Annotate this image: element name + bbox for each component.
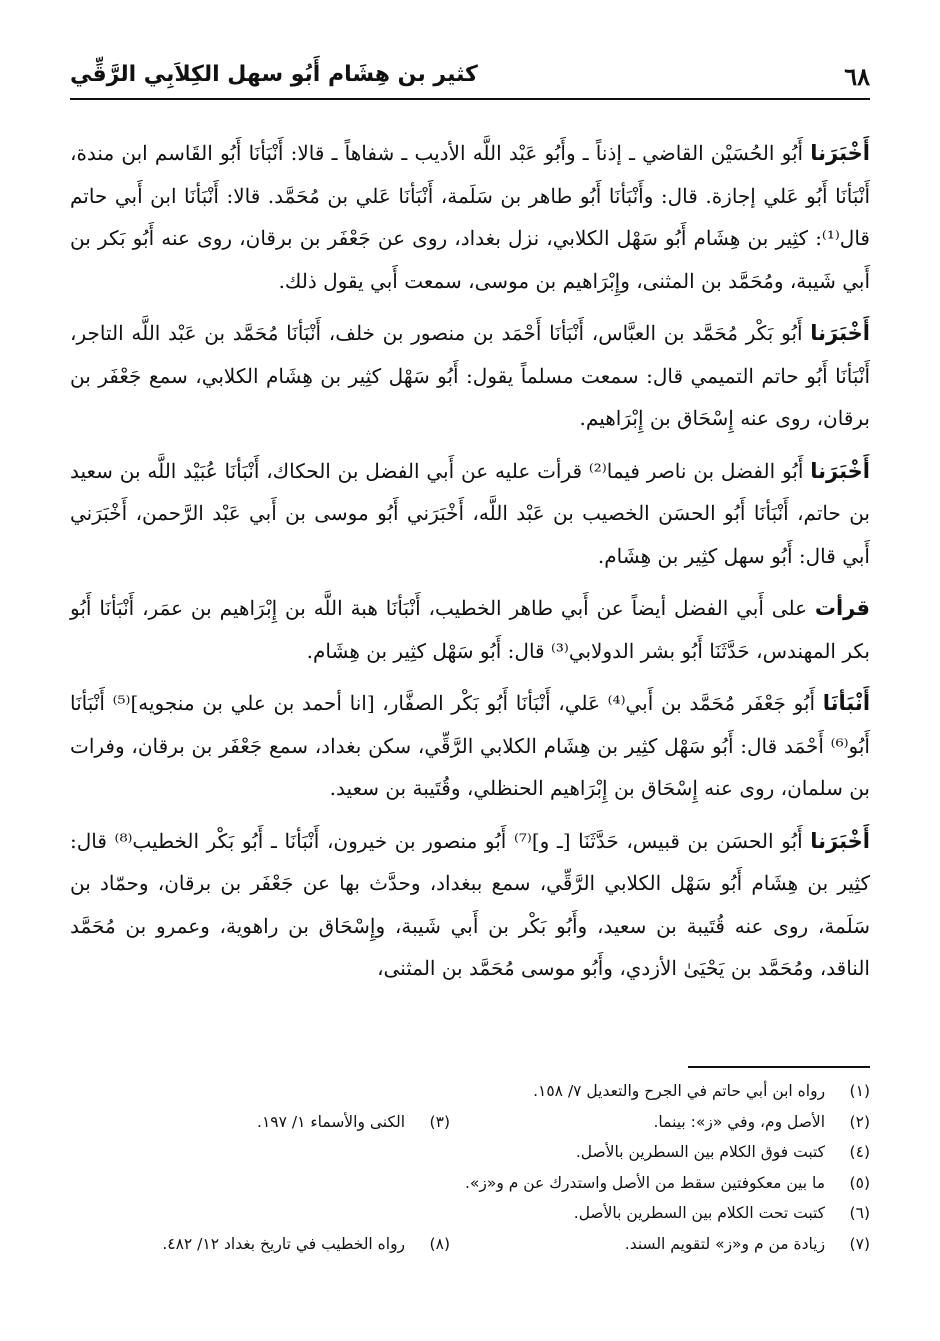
- paragraph-lead: أَخْبَرَنا: [810, 828, 870, 853]
- paragraph: [70, 450, 870, 578]
- footnote-number: (٦): [849, 1204, 870, 1222]
- footnote-row: [70, 1198, 870, 1229]
- paragraph-lead: أَخْبَرَنا: [810, 141, 870, 165]
- footnote-number: (٤): [849, 1143, 870, 1161]
- footnote-text: ما بين معكوفتين سقط من الأصل واستدرك عن م و«ز».: [464, 1173, 826, 1192]
- page-header: [70, 62, 870, 92]
- footnote: [162, 1229, 450, 1260]
- footnote-row: [70, 1168, 870, 1199]
- footnote-number: (٥): [849, 1173, 870, 1192]
- paragraph: [70, 132, 870, 302]
- footnote: [576, 1137, 870, 1168]
- paragraph: [70, 682, 870, 810]
- paragraph-text: على أَبي الفضل أيضاً عن أَبي طاهر الخطيب، أَنْبَأنَا هبة اللَّه بن إِبْرَاهيم بن عمَر، أَنْبَأنَا أَبُو بكر المهندس، حَدَّثَنَا أَبُو بشر الدولابي⁽³⁾ قال: أَبُو سَهْل كثِير بن هِشَام.: [70, 596, 870, 663]
- paragraph: [70, 312, 870, 440]
- footnote-row: [70, 1076, 870, 1107]
- footnote-text: زيادة من م و«ز» لتقويم السند.: [624, 1234, 826, 1253]
- paragraph-lead: قرأت: [814, 596, 870, 620]
- footnote: [257, 1107, 450, 1138]
- paragraph-text: أَبُو الحسَن بن قبيس، حَدَّثَنَا [ـ و]⁽⁷⁾ أَبُو منصور بن خيرون، أَنْبَأنَا ـ أَبُو بَكْر الخطيب⁽⁸⁾ قال: كثِير بن هِشَام أَبُو سَهْل الكلابي الرَّقِّي، سمع ببغداد، وحدَّث بها عن جَعْفَر بن برقان، وحمّاد بن سَلَمة، روى عنه قُتَيبة بن سعيد، وأَبُو بَكْر بن أَبي شَيبة، وإِسْحَاق بن راهوية، وعمرو بن مُحَمَّد الناقد، ومُحَمَّد بن يَحْيَىٰ الأزدي، وأَبُو موسى مُحَمَّد بن المثنى،: [70, 828, 870, 980]
- running-title: كثير بن هِشَام أَبُو سهل الكِلاَبِي الرَّقِّي: [70, 62, 478, 87]
- paragraph-text: أَبُو بَكْر مُحَمَّد بن العبَّاس، أَنْبَأنَا أَحْمَد بن منصور بن خلف، أَنْبَأنَا مُحَمَّد بن عَبْد اللَّه التاجر، أَنْبَأنَا أَبُو حاتم التميمي قال: سمعت مسلماً يقول: أَبُو سَهْل كثِير بن هِشَام الكلابي، سمع جَعْفَر بن برقان، روى عنه إِسْحَاق بن إِبْرَاهيم.: [70, 321, 870, 430]
- footnote-row: [70, 1229, 870, 1260]
- paragraph-text: أَبُو الحُسَيْن القاضي ـ إذناً ـ وأَبُو عَبْد اللَّه الأديب ـ شفاهاً ـ قالا: أَنْبَأنَا أَبُو القَاسم ابن مندة، أَنْبَأنَا أَبُو عَلي إجازة. قال: وأَنْبَأنَا أَبُو طاهر بن سَلَمة، أَنْبَأنَا عَلي بن مُحَمَّد. قالا: أَنْبَأنَا ابن أَبي حاتم قال⁽¹⁾: كثِير بن هِشَام أَبُو سَهْل الكلابي، نزل بغداد، روى عن جَعْفَر بن برقان، روى عنه أَبُو بَكر بن أَبي شَيبة، ومُحَمَّد بن المثنى، وإِبْرَاهيم بن موسى، سمعت أَبي يقول ذلك.: [70, 141, 870, 293]
- footnote-rule: [688, 1066, 870, 1068]
- footnote: [653, 1107, 870, 1138]
- page-number: ٦٨: [844, 62, 870, 91]
- footnote-text: كتبت تحت الكلام بين السطرين بالأصل.: [573, 1204, 826, 1222]
- footnote-text: كتبت فوق الكلام بين السطرين بالأصل.: [575, 1143, 826, 1161]
- footnote-number: (٢): [849, 1112, 870, 1131]
- paragraph-lead: أَنْبَأنَا: [822, 691, 871, 715]
- footnote-number: (٣): [429, 1112, 450, 1131]
- footnote: [533, 1076, 870, 1107]
- paragraph-text: أَبُو جَعْفَر مُحَمَّد بن أَبي⁽⁴⁾ عَلي، أَنْبَأنَا أَبُو بَكْر الصفَّار، [انا أحمد بن علي بن منجويه]⁽⁵⁾ أَنْبَأنَا أَبُو⁽⁶⁾ أَحْمَد قال: أَبُو سَهْل كثِير بن هِشَام الكلابي الرَّقِّي، سكن بغداد، سمع جَعْفَر بن برقان، وفرات بن سلمان، روى عنه إِسْحَاق بن إِبْرَاهيم الحنظلي، وقُتَيبة بن سعيد.: [70, 691, 870, 800]
- footnote-number: (٨): [429, 1234, 450, 1253]
- paragraph-lead: أَخْبَرَنا: [810, 321, 870, 345]
- footnote: [574, 1198, 870, 1229]
- footnote-row: [70, 1107, 870, 1138]
- footnote: [625, 1229, 870, 1260]
- footnote-row: [70, 1137, 870, 1168]
- paragraph-lead: أَخْبَرَنا: [810, 458, 870, 483]
- footnote-text: الكنى والأسماء ١/ ١٩٧.: [257, 1112, 406, 1131]
- footnotes: [70, 1076, 870, 1259]
- header-rule: [70, 98, 870, 100]
- footnote-text: رواه ابن أبي حاتم في الجرح والتعديل ٧/ ١٥٨.: [533, 1082, 826, 1100]
- footnote: [465, 1168, 870, 1199]
- paragraph: [70, 820, 870, 990]
- paragraph: [70, 587, 870, 672]
- footnote-number: (٧): [849, 1234, 870, 1253]
- footnote-text: رواه الخطيب في تاريخ بغداد ١٢/ ٤٨٢.: [162, 1234, 406, 1253]
- paragraph-text: أَبُو الفضل بن ناصر فيما⁽²⁾ قرأت عليه عن أَبي الفضل بن الحكاك، أَنْبَأنَا عُبَيْد اللَّه بن سعيد بن حاتم، أَنْبَأنَا أَبُو الحسَن الخصيب بن عَبْد اللَّه، أَخْبَرَني أَبُو موسى بن أَبي عَبْد الرَّحمن، أَخْبَرَني أَبي قال: أَبُو سهل كثِير بن هِشَام.: [70, 458, 870, 568]
- footnote-number: (١): [849, 1082, 870, 1100]
- main-text: [70, 132, 870, 1000]
- footnote-text: الأصل وم، وفي «ز»: بينما.: [653, 1112, 826, 1131]
